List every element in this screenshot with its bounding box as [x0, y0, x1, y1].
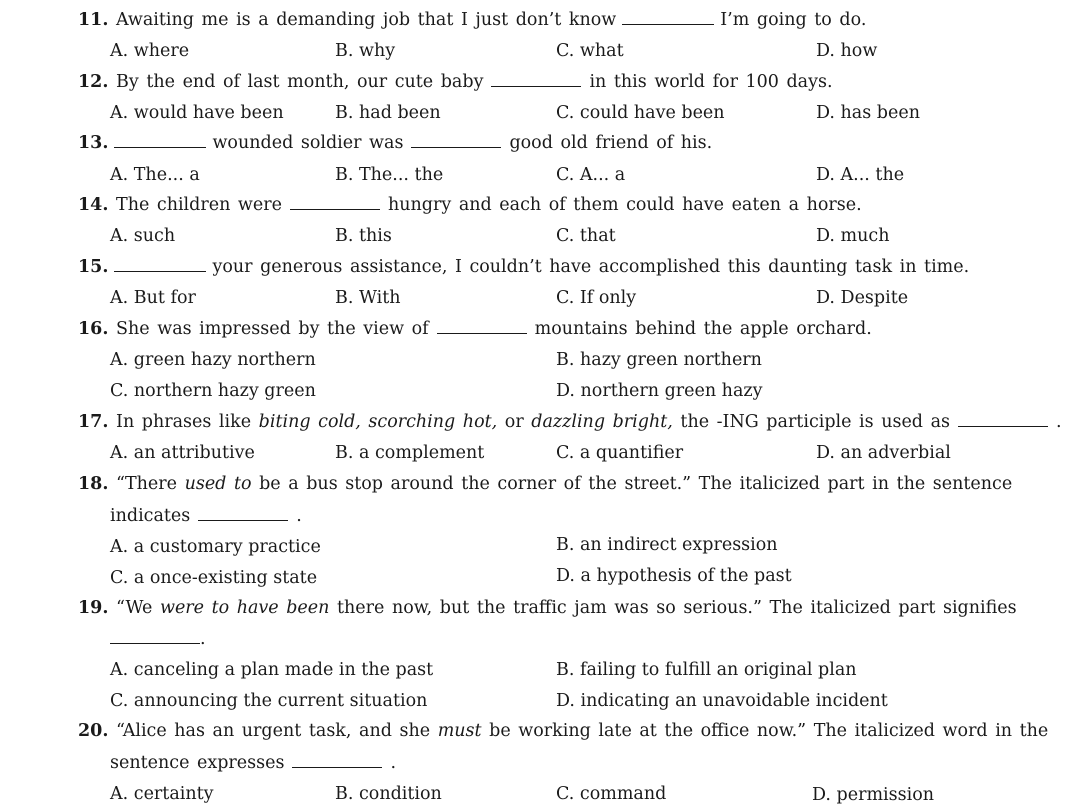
- question-number: 20.: [78, 721, 109, 741]
- option-c[interactable]: C. that: [556, 226, 616, 246]
- answer-blank[interactable]: [622, 10, 714, 25]
- option-b[interactable]: B. hazy green northern: [556, 350, 762, 370]
- option-b[interactable]: B. an indirect expression: [556, 535, 778, 555]
- question-18-stem-cont: [110, 504, 302, 528]
- stem-text: good old friend of his.: [509, 133, 713, 153]
- stem-italic: used to: [184, 474, 252, 494]
- answer-blank[interactable]: [958, 412, 1048, 427]
- answer-blank[interactable]: [110, 629, 200, 644]
- stem-text: or: [504, 412, 524, 432]
- question-19-stem-cont: [110, 627, 206, 651]
- option-a[interactable]: A. a customary practice: [110, 537, 321, 557]
- stem-text: .: [1055, 412, 1062, 432]
- stem-text: be working late at the office now.” The italicized word in the: [489, 721, 1049, 741]
- option-c[interactable]: C. A... a: [556, 165, 626, 185]
- option-d[interactable]: D. has been: [816, 103, 920, 123]
- option-a[interactable]: A. canceling a plan made in the past: [110, 660, 434, 680]
- stem-text: be a bus stop around the corner of the street.” The italicized part in the sentence: [259, 474, 1013, 494]
- stem-text: In phrases like: [116, 412, 252, 432]
- stem-italic: biting cold,: [258, 412, 361, 432]
- option-b[interactable]: B. The... the: [335, 165, 444, 185]
- answer-blank[interactable]: [114, 133, 206, 148]
- question-number: 14.: [78, 195, 109, 215]
- option-c[interactable]: C. could have been: [556, 103, 725, 123]
- stem-text: She was impressed by the view of: [116, 319, 429, 339]
- option-a[interactable]: A. an attributive: [110, 443, 255, 463]
- question-number: 11.: [78, 10, 109, 30]
- option-a[interactable]: A. The... a: [110, 165, 200, 185]
- stem-text: The children were: [116, 195, 282, 215]
- question-18-stem: [78, 472, 1012, 496]
- option-a[interactable]: A. such: [110, 226, 176, 246]
- option-b[interactable]: B. why: [335, 41, 396, 61]
- option-d[interactable]: D. much: [816, 226, 890, 246]
- stem-italic: scorching hot,: [368, 412, 498, 432]
- question-13-stem: [78, 131, 712, 155]
- stem-text: .: [390, 753, 397, 773]
- answer-blank[interactable]: [198, 506, 288, 521]
- option-d[interactable]: D. Despite: [816, 288, 909, 308]
- answer-blank[interactable]: [290, 195, 380, 210]
- option-d[interactable]: D. an adverbial: [816, 443, 951, 463]
- option-c[interactable]: C. announcing the current situation: [110, 691, 428, 711]
- stem-italic: were to have been: [159, 598, 330, 618]
- stem-text: .: [200, 629, 206, 649]
- stem-text: Awaiting me is a demanding job that I just don’t know: [116, 10, 617, 30]
- question-15-stem: [78, 255, 969, 279]
- question-number: 13.: [78, 133, 109, 153]
- option-c[interactable]: C. command: [556, 784, 667, 804]
- option-d[interactable]: D. permission: [812, 785, 935, 805]
- option-b[interactable]: B. this: [335, 226, 392, 246]
- question-number: 19.: [78, 598, 109, 618]
- question-number: 18.: [78, 474, 109, 494]
- option-c[interactable]: C. a quantifier: [556, 443, 684, 463]
- stem-text: hungry and each of them could have eaten a horse.: [387, 195, 862, 215]
- stem-text: mountains behind the apple orchard.: [534, 319, 872, 339]
- stem-text: wounded soldier was: [212, 133, 404, 153]
- option-d[interactable]: D. a hypothesis of the past: [556, 566, 792, 586]
- option-b[interactable]: B. had been: [335, 103, 441, 123]
- question-20-stem-cont: [110, 751, 396, 775]
- option-b[interactable]: B. condition: [335, 784, 442, 804]
- option-c[interactable]: C. If only: [556, 288, 637, 308]
- stem-text: .: [296, 506, 302, 526]
- option-d[interactable]: D. northern green hazy: [556, 381, 763, 401]
- stem-text: there now, but the traffic jam was so serious.” The italicized part signifies: [337, 598, 1017, 618]
- stem-text: “Alice has an urgent task, and she: [116, 721, 431, 741]
- answer-blank[interactable]: [411, 133, 501, 148]
- option-c[interactable]: C. a once-existing state: [110, 568, 318, 588]
- stem-text: By the end of last month, our cute baby: [116, 72, 484, 92]
- stem-text: sentence expresses: [110, 753, 285, 773]
- answer-blank[interactable]: [491, 72, 581, 87]
- option-b[interactable]: B. With: [335, 288, 401, 308]
- option-c[interactable]: C. northern hazy green: [110, 381, 316, 401]
- option-d[interactable]: D. A... the: [816, 165, 905, 185]
- question-16-stem: [78, 317, 872, 341]
- option-d[interactable]: D. how: [816, 41, 878, 61]
- question-number: 15.: [78, 257, 109, 277]
- stem-italic: must: [437, 721, 482, 741]
- stem-text: “We: [116, 598, 153, 618]
- question-20-stem: [78, 719, 1048, 743]
- question-number: 12.: [78, 72, 109, 92]
- question-19-stem: [78, 596, 1017, 620]
- stem-italic: dazzling bright,: [531, 412, 673, 432]
- answer-blank[interactable]: [114, 257, 206, 272]
- stem-text: I’m going to do.: [720, 10, 867, 30]
- stem-text: the -ING participle is used as: [680, 412, 950, 432]
- stem-text: indicates: [110, 506, 191, 526]
- option-a[interactable]: A. But for: [110, 288, 196, 308]
- question-14-stem: [78, 193, 862, 217]
- stem-text: “There: [116, 474, 177, 494]
- answer-blank[interactable]: [437, 319, 527, 334]
- option-a[interactable]: A. where: [110, 41, 190, 61]
- question-11-stem: [78, 8, 866, 32]
- stem-text: your generous assistance, I couldn’t have accomplished this daunting task in time.: [212, 257, 970, 277]
- option-c[interactable]: C. what: [556, 41, 624, 61]
- question-12-stem: [78, 70, 833, 94]
- option-a[interactable]: A. green hazy northern: [110, 350, 316, 370]
- option-a[interactable]: A. certainty: [110, 784, 214, 804]
- stem-text: in this world for 100 days.: [589, 72, 833, 92]
- answer-blank[interactable]: [292, 753, 382, 768]
- question-number: 16.: [78, 319, 109, 339]
- option-b[interactable]: B. a complement: [335, 443, 485, 463]
- option-d[interactable]: D. indicating an unavoidable incident: [556, 691, 888, 711]
- option-a[interactable]: A. would have been: [110, 103, 284, 123]
- question-number: 17.: [78, 412, 109, 432]
- question-17-stem: [78, 410, 1062, 434]
- option-b[interactable]: B. failing to fulfill an original plan: [556, 660, 857, 680]
